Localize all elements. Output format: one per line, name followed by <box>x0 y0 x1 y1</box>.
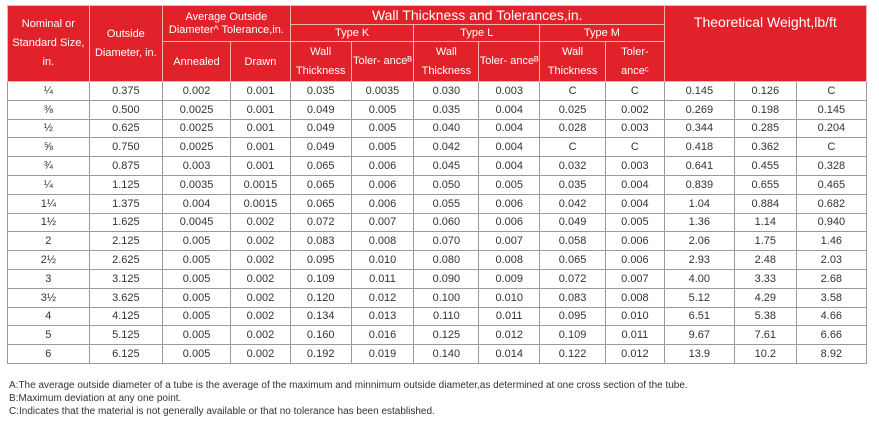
cell-weight-l: 7.61 <box>734 326 796 345</box>
header-annealed: Annealed <box>163 42 231 82</box>
cell-weight-m: 3.58 <box>796 288 866 307</box>
cell-l-wall: 0.125 <box>414 326 479 345</box>
cell-k-tol: 0.008 <box>351 232 414 251</box>
cell-nominal-size: ½ <box>8 119 90 138</box>
cell-od-tol-drawn: 0.002 <box>231 307 291 326</box>
cell-m-wall: 0.035 <box>540 175 606 194</box>
cell-outside-diameter: 0.875 <box>89 157 162 176</box>
cell-weight-l: 0.126 <box>734 82 796 101</box>
cell-l-tol: 0.008 <box>479 251 540 270</box>
cell-weight-k: 9.67 <box>664 326 734 345</box>
cell-nominal-size: 6 <box>8 345 90 364</box>
cell-od-tol-annealed: 0.0035 <box>163 175 231 194</box>
cell-k-tol: 0.005 <box>351 100 414 119</box>
cell-k-wall: 0.049 <box>290 138 351 157</box>
cell-od-tol-annealed: 0.005 <box>163 326 231 345</box>
cell-weight-m: 0.204 <box>796 119 866 138</box>
cell-od-tol-annealed: 0.003 <box>163 157 231 176</box>
cell-weight-k: 0.418 <box>664 138 734 157</box>
cell-l-tol: 0.005 <box>479 175 540 194</box>
cell-weight-m: C <box>796 82 866 101</box>
cell-weight-k: 4.00 <box>664 269 734 288</box>
cell-od-tol-drawn: 0.002 <box>231 345 291 364</box>
cell-nominal-size: 2½ <box>8 251 90 270</box>
cell-weight-l: 0.198 <box>734 100 796 119</box>
cell-l-tol: 0.004 <box>479 100 540 119</box>
cell-weight-l: 0.884 <box>734 194 796 213</box>
cell-outside-diameter: 1.625 <box>89 213 162 232</box>
cell-weight-m: 0.465 <box>796 175 866 194</box>
cell-outside-diameter: 2.625 <box>89 251 162 270</box>
cell-weight-k: 0.344 <box>664 119 734 138</box>
cell-weight-m: 1.46 <box>796 232 866 251</box>
footnote-b: B:Maximum deviation at any one point. <box>9 393 182 404</box>
cell-m-tol: 0.005 <box>606 213 665 232</box>
table-row <box>8 307 867 326</box>
cell-od-tol-annealed: 0.0025 <box>163 119 231 138</box>
cell-nominal-size: ¼ <box>8 175 90 194</box>
cell-outside-diameter: 1.125 <box>89 175 162 194</box>
cell-l-tol: 0.006 <box>479 194 540 213</box>
header-theoretical-weight: Theoretical Weight,lb/ft <box>693 14 837 30</box>
cell-nominal-size: 4 <box>8 307 90 326</box>
cell-od-tol-annealed: 0.005 <box>163 251 231 270</box>
cell-nominal-size: 1¼ <box>8 194 90 213</box>
cell-l-tol: 0.003 <box>479 82 540 101</box>
cell-m-wall: 0.095 <box>540 307 606 326</box>
cell-weight-m: 4.66 <box>796 307 866 326</box>
cell-m-tol: 0.006 <box>606 251 665 270</box>
cell-k-tol: 0.010 <box>351 251 414 270</box>
cell-weight-m: 0.682 <box>796 194 866 213</box>
cell-l-tol: 0.009 <box>479 269 540 288</box>
cell-weight-l: 0.362 <box>734 138 796 157</box>
header-wall-type-k: Type K <box>290 25 414 42</box>
table-row <box>8 251 867 270</box>
cell-nominal-size: ⅝ <box>8 138 90 157</box>
cell-outside-diameter: 3.125 <box>89 269 162 288</box>
cell-od-tol-drawn: 0.002 <box>231 326 291 345</box>
table-row <box>8 138 867 157</box>
header-wall-thickness-group: Wall Thickness and Tolerances,in. <box>290 6 664 25</box>
cell-weight-l: 1.14 <box>734 213 796 232</box>
cell-outside-diameter: 0.750 <box>89 138 162 157</box>
cell-weight-k: 0.641 <box>664 157 734 176</box>
footnotes <box>9 379 688 418</box>
table-header <box>8 6 867 82</box>
cell-m-tol: C <box>606 138 665 157</box>
cell-weight-m: 0.940 <box>796 213 866 232</box>
cell-l-wall: 0.090 <box>414 269 479 288</box>
cell-outside-diameter: 4.125 <box>89 307 162 326</box>
table-body <box>8 82 867 364</box>
cell-od-tol-drawn: 0.002 <box>231 269 291 288</box>
cell-m-tol: 0.012 <box>606 345 665 364</box>
cell-m-wall: 0.025 <box>540 100 606 119</box>
cell-weight-m: C <box>796 138 866 157</box>
cell-weight-l: 0.455 <box>734 157 796 176</box>
header-drawn: Drawn <box>231 42 291 82</box>
cell-k-wall: 0.083 <box>290 232 351 251</box>
cell-m-tol: 0.006 <box>606 232 665 251</box>
cell-m-wall: C <box>540 82 606 101</box>
cell-l-tol: 0.007 <box>479 232 540 251</box>
cell-k-wall: 0.049 <box>290 119 351 138</box>
cell-nominal-size: ¾ <box>8 157 90 176</box>
cell-m-wall: 0.065 <box>540 251 606 270</box>
table-row <box>8 213 867 232</box>
cell-m-tol: 0.007 <box>606 269 665 288</box>
header-average-od-tolerance: Average Outside Diameter^ Tolerance,in. <box>163 6 291 42</box>
cell-od-tol-annealed: 0.005 <box>163 288 231 307</box>
cell-k-wall: 0.120 <box>290 288 351 307</box>
table-row <box>8 175 867 194</box>
cell-m-tol: 0.003 <box>606 119 665 138</box>
cell-outside-diameter: 0.375 <box>89 82 162 101</box>
cell-weight-k: 2.06 <box>664 232 734 251</box>
cell-outside-diameter: 6.125 <box>89 345 162 364</box>
cell-l-tol: 0.010 <box>479 288 540 307</box>
cell-od-tol-annealed: 0.0025 <box>163 138 231 157</box>
cell-m-wall: 0.058 <box>540 232 606 251</box>
cell-weight-m: 2.68 <box>796 269 866 288</box>
table-row <box>8 157 867 176</box>
cell-m-wall: 0.049 <box>540 213 606 232</box>
cell-weight-k: 1.04 <box>664 194 734 213</box>
cell-weight-k: 0.269 <box>664 100 734 119</box>
cell-weight-k: 6.51 <box>664 307 734 326</box>
cell-m-wall: 0.072 <box>540 269 606 288</box>
cell-outside-diameter: 0.625 <box>89 119 162 138</box>
cell-l-wall: 0.040 <box>414 119 479 138</box>
cell-od-tol-annealed: 0.0025 <box>163 100 231 119</box>
cell-l-tol: 0.012 <box>479 326 540 345</box>
cell-od-tol-annealed: 0.005 <box>163 345 231 364</box>
cell-l-tol: 0.011 <box>479 307 540 326</box>
cell-od-tol-drawn: 0.001 <box>231 119 291 138</box>
cell-weight-k: 2.93 <box>664 251 734 270</box>
cell-m-wall: 0.032 <box>540 157 606 176</box>
table-row <box>8 288 867 307</box>
cell-k-tol: 0.006 <box>351 175 414 194</box>
cell-m-tol: 0.011 <box>606 326 665 345</box>
cell-weight-l: 1.75 <box>734 232 796 251</box>
cell-l-wall: 0.055 <box>414 194 479 213</box>
cell-k-wall: 0.065 <box>290 157 351 176</box>
cell-od-tol-drawn: 0.001 <box>231 138 291 157</box>
cell-od-tol-annealed: 0.005 <box>163 307 231 326</box>
cell-l-wall: 0.035 <box>414 100 479 119</box>
table-row <box>8 100 867 119</box>
cell-k-wall: 0.065 <box>290 194 351 213</box>
footnote-c: C:Indicates that the material is not generally available or that no tolerance has been established. <box>9 406 435 417</box>
cell-weight-l: 4.29 <box>734 288 796 307</box>
cell-od-tol-annealed: 0.005 <box>163 232 231 251</box>
cell-weight-m: 0.328 <box>796 157 866 176</box>
cell-l-wall: 0.140 <box>414 345 479 364</box>
cell-od-tol-annealed: 0.005 <box>163 269 231 288</box>
cell-m-tol: 0.002 <box>606 100 665 119</box>
cell-l-wall: 0.100 <box>414 288 479 307</box>
cell-weight-m: 0.145 <box>796 100 866 119</box>
cell-m-tol: C <box>606 82 665 101</box>
cell-od-tol-drawn: 0.002 <box>231 232 291 251</box>
cell-m-tol: 0.003 <box>606 157 665 176</box>
cell-l-tol: 0.004 <box>479 157 540 176</box>
cell-od-tol-annealed: 0.002 <box>163 82 231 101</box>
cell-weight-k: 1.36 <box>664 213 734 232</box>
cell-nominal-size: 3½ <box>8 288 90 307</box>
copper-tube-spec-table <box>7 5 867 364</box>
header-l-tolerance: Toler- anceᴮ <box>479 42 540 82</box>
cell-nominal-size: ⅜ <box>8 100 90 119</box>
cell-outside-diameter: 2.125 <box>89 232 162 251</box>
cell-od-tol-drawn: 0.001 <box>231 100 291 119</box>
cell-nominal-size: 2 <box>8 232 90 251</box>
cell-od-tol-drawn: 0.0015 <box>231 194 291 213</box>
cell-nominal-size: ¼ <box>8 82 90 101</box>
cell-m-tol: 0.004 <box>606 175 665 194</box>
cell-weight-m: 8.92 <box>796 345 866 364</box>
cell-weight-l: 2.48 <box>734 251 796 270</box>
cell-weight-k: 0.145 <box>664 82 734 101</box>
header-outside-diameter: Outside Diameter, in. <box>89 6 162 82</box>
cell-k-tol: 0.016 <box>351 326 414 345</box>
cell-l-tol: 0.004 <box>479 119 540 138</box>
cell-k-tol: 0.006 <box>351 157 414 176</box>
cell-k-wall: 0.065 <box>290 175 351 194</box>
cell-k-wall: 0.049 <box>290 100 351 119</box>
cell-l-tol: 0.006 <box>479 213 540 232</box>
cell-weight-k: 5.12 <box>664 288 734 307</box>
cell-l-wall: 0.070 <box>414 232 479 251</box>
cell-k-wall: 0.109 <box>290 269 351 288</box>
cell-weight-l: 0.655 <box>734 175 796 194</box>
footnote-a: A:The average outside diameter of a tube is the average of the maximum and minnimum outside diameter,as determined at one cross section of the tube. <box>9 380 688 391</box>
cell-outside-diameter: 3.625 <box>89 288 162 307</box>
cell-od-tol-drawn: 0.002 <box>231 288 291 307</box>
cell-od-tol-drawn: 0.001 <box>231 82 291 101</box>
table-row <box>8 194 867 213</box>
cell-weight-m: 2.03 <box>796 251 866 270</box>
header-m-tolerance: Toler- anceᶜ <box>606 42 665 82</box>
cell-m-tol: 0.008 <box>606 288 665 307</box>
cell-m-wall: 0.083 <box>540 288 606 307</box>
cell-l-tol: 0.014 <box>479 345 540 364</box>
cell-k-tol: 0.012 <box>351 288 414 307</box>
cell-k-wall: 0.192 <box>290 345 351 364</box>
cell-outside-diameter: 0.500 <box>89 100 162 119</box>
cell-m-tol: 0.004 <box>606 194 665 213</box>
cell-m-wall: 0.028 <box>540 119 606 138</box>
cell-k-tol: 0.006 <box>351 194 414 213</box>
header-k-tolerance: Toler- anceᴮ <box>351 42 414 82</box>
table-row <box>8 119 867 138</box>
cell-od-tol-annealed: 0.0045 <box>163 213 231 232</box>
cell-nominal-size: 5 <box>8 326 90 345</box>
cell-od-tol-drawn: 0.002 <box>231 213 291 232</box>
header-k-wall-thickness: Wall Thickness <box>290 42 351 82</box>
cell-weight-m: 6.66 <box>796 326 866 345</box>
cell-m-tol: 0.010 <box>606 307 665 326</box>
cell-k-tol: 0.007 <box>351 213 414 232</box>
cell-k-tol: 0.013 <box>351 307 414 326</box>
cell-weight-l: 5.38 <box>734 307 796 326</box>
cell-k-tol: 0.011 <box>351 269 414 288</box>
cell-m-wall: C <box>540 138 606 157</box>
table-row <box>8 232 867 251</box>
cell-weight-l: 3.33 <box>734 269 796 288</box>
cell-l-wall: 0.080 <box>414 251 479 270</box>
cell-l-tol: 0.004 <box>479 138 540 157</box>
cell-l-wall: 0.050 <box>414 175 479 194</box>
cell-k-wall: 0.035 <box>290 82 351 101</box>
cell-weight-k: 0.839 <box>664 175 734 194</box>
table-row <box>8 82 867 101</box>
cell-l-wall: 0.045 <box>414 157 479 176</box>
cell-weight-l: 0.285 <box>734 119 796 138</box>
cell-k-tol: 0.005 <box>351 138 414 157</box>
cell-k-tol: 0.0035 <box>351 82 414 101</box>
cell-k-wall: 0.134 <box>290 307 351 326</box>
table-row <box>8 326 867 345</box>
cell-od-tol-drawn: 0.002 <box>231 251 291 270</box>
cell-l-wall: 0.110 <box>414 307 479 326</box>
cell-k-wall: 0.160 <box>290 326 351 345</box>
header-m-wall-thickness: Wall Thickness <box>540 42 606 82</box>
cell-outside-diameter: 1.375 <box>89 194 162 213</box>
cell-m-wall: 0.122 <box>540 345 606 364</box>
header-l-wall-thickness: Wall Thickness <box>414 42 479 82</box>
header-wall-type-m: Type M <box>540 25 665 42</box>
cell-weight-k: 13.9 <box>664 345 734 364</box>
cell-k-tol: 0.005 <box>351 119 414 138</box>
cell-weight-l: 10.2 <box>734 345 796 364</box>
header-theoretical-weight-group <box>664 6 866 82</box>
header-nominal-size: Nominal or Standard Size, in. <box>8 6 90 82</box>
cell-m-wall: 0.109 <box>540 326 606 345</box>
cell-k-tol: 0.019 <box>351 345 414 364</box>
cell-nominal-size: 3 <box>8 269 90 288</box>
cell-nominal-size: 1½ <box>8 213 90 232</box>
table-row <box>8 269 867 288</box>
cell-l-wall: 0.030 <box>414 82 479 101</box>
cell-outside-diameter: 5.125 <box>89 326 162 345</box>
header-wall-type-l: Type L <box>414 25 540 42</box>
cell-m-wall: 0.042 <box>540 194 606 213</box>
table-row <box>8 345 867 364</box>
cell-l-wall: 0.042 <box>414 138 479 157</box>
cell-k-wall: 0.095 <box>290 251 351 270</box>
cell-k-wall: 0.072 <box>290 213 351 232</box>
cell-od-tol-drawn: 0.001 <box>231 157 291 176</box>
cell-l-wall: 0.060 <box>414 213 479 232</box>
cell-od-tol-annealed: 0.004 <box>163 194 231 213</box>
cell-od-tol-drawn: 0.0015 <box>231 175 291 194</box>
